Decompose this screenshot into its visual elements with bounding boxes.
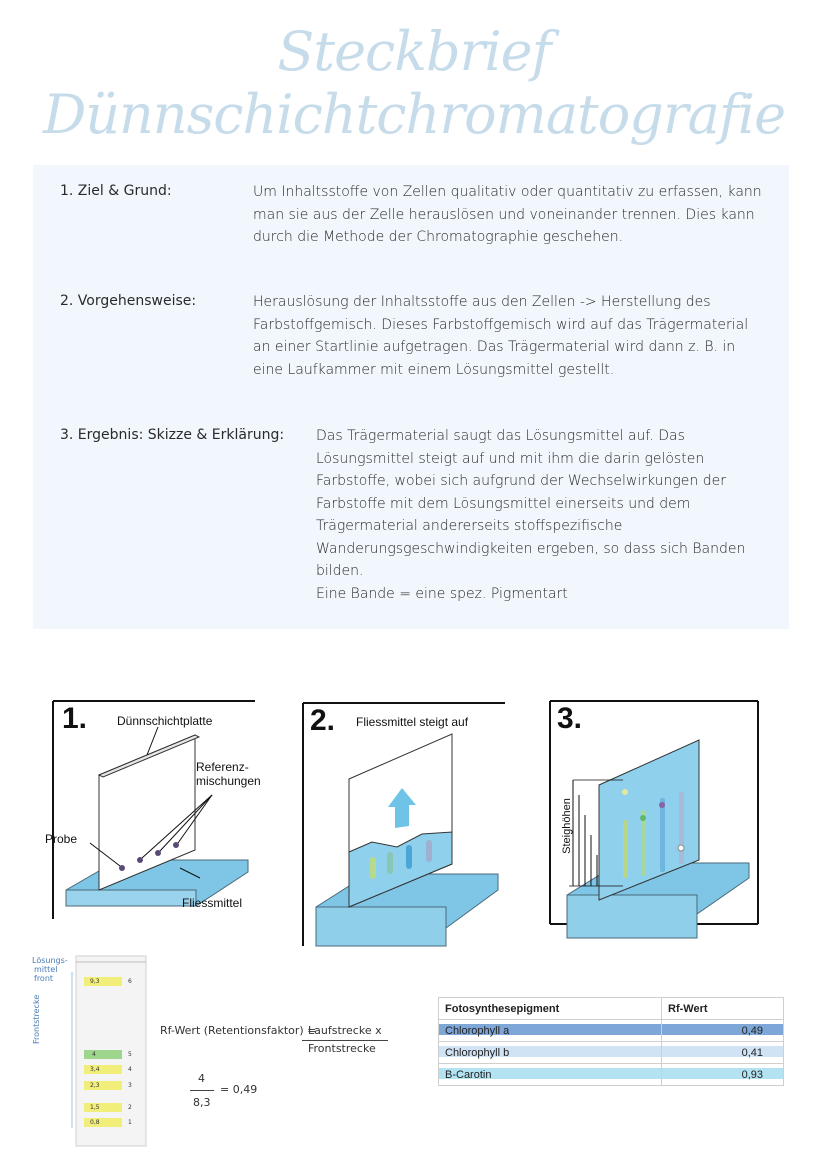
- calc-denominator: 8,3: [193, 1096, 211, 1109]
- figure-1-plate-label: Dünnschichtplatte: [117, 714, 213, 728]
- section-3-line: Das Trägermaterial saugt das Lösungsmittel auf. Das: [316, 428, 685, 444]
- band-value: 1,5: [90, 1104, 100, 1111]
- figure-3-number: 3.: [557, 702, 583, 735]
- section-1-line: durch die Methode der Chromatographie geschehen.: [253, 229, 624, 245]
- figure-2: [302, 702, 506, 947]
- section-1-label: 1. Ziel & Grund:: [60, 183, 172, 199]
- figure-1-probe-label: Probe: [45, 832, 78, 846]
- rf-table-header-pigment: Fotosynthesepigment: [439, 998, 662, 1020]
- section-1-line: man sie aus der Zelle herauslösen und voneinander trennen. Dies kann: [253, 206, 755, 223]
- figure-2-caption: Fliessmittel steigt auf: [356, 715, 469, 729]
- rf-table-value: 0,93: [662, 1064, 784, 1086]
- section-2-line: eine Laufkammer mit einem Lösungsmittel gestellt.: [253, 361, 615, 378]
- calc-fraction-line: [190, 1090, 214, 1091]
- figure-1: [45, 700, 261, 920]
- band-number: 3: [128, 1082, 132, 1089]
- solvent-front-label-1: Lösungs-: [32, 956, 68, 965]
- frontstrecke-label: Frontstrecke: [32, 994, 41, 1044]
- band-value: 0,8: [90, 1119, 100, 1126]
- rf-table-value: 0,41: [662, 1042, 784, 1064]
- rf-table-pigment: Chlorophyll a: [439, 1020, 662, 1042]
- rf-numerator: Laufstrecke x: [308, 1024, 382, 1037]
- band-number: 5: [128, 1051, 132, 1058]
- table-row: [439, 1042, 784, 1064]
- figure-2-number: 2.: [310, 704, 336, 737]
- section-1-text: [253, 181, 773, 249]
- solvent-front-label-2: mittel: [34, 965, 58, 974]
- section-1-line: Um Inhaltsstoffe von Zellen qualitativ oder quantitativ zu erfassen, kann: [253, 184, 762, 200]
- section-3-text: [316, 425, 776, 605]
- band-top-number: 6: [128, 978, 132, 985]
- section-2-line: Farbstoffgemisch. Dieses Farbstoffgemisch wird auf das Trägermaterial: [253, 316, 749, 333]
- figure-1-number: 1.: [62, 702, 88, 735]
- figure-3: [549, 700, 759, 945]
- band-number: 2: [128, 1104, 132, 1111]
- band-value: 3,4: [90, 1066, 100, 1073]
- band-value: 2,3: [90, 1082, 100, 1089]
- figure-3-drawing: [549, 700, 759, 945]
- rf-table-pigment: Chlorophyll b: [439, 1042, 662, 1064]
- figure-1-fliess-label: Fliessmittel: [182, 896, 243, 910]
- section-3-line: Wanderungsgeschwindigkeiten ergeben, so dass sich Banden: [316, 540, 746, 557]
- rf-denominator: Frontstrecke: [308, 1042, 376, 1055]
- figure-1-ref-label-2: mischungen: [196, 774, 261, 788]
- figure-1-ref-label-1: Referenz-: [196, 760, 249, 774]
- table-row: [439, 1020, 784, 1042]
- rf-definition: Rf-Wert (Retentionsfaktor) =: [160, 1024, 317, 1037]
- section-3-line: Farbstoffe, wobei sich aufgrund der Wechselwirkungen der: [316, 473, 726, 489]
- figure-3-steig-label: Steighöhen: [560, 798, 573, 854]
- calc-numerator: 4: [198, 1072, 205, 1085]
- band-top-value: 9,3: [90, 978, 100, 985]
- section-2-label: 2. Vorgehensweise:: [60, 293, 197, 309]
- page-title: Steckbrief Dünnschichtchromatografie: [42, 20, 786, 146]
- rf-table: [438, 997, 784, 1086]
- rf-table-header: [439, 998, 784, 1020]
- rf-table-pigment: B-Carotin: [439, 1064, 662, 1086]
- calc-result: = 0,49: [220, 1083, 258, 1096]
- rf-fraction-line: [302, 1040, 388, 1041]
- section-3-line: Lösungsmittel steigt auf und mit ihm die darin gelösten: [316, 450, 705, 467]
- solvent-front-label-3: front: [34, 974, 54, 983]
- section-2-line: an einer Startlinie aufgetragen. Das Trägermaterial wird dann z. B. in: [253, 339, 736, 355]
- rf-table-value: 0,49: [662, 1020, 784, 1042]
- section-2-line: Herauslösung der Inhaltsstoffe aus den Zellen -> Herstellung des: [253, 294, 711, 310]
- band-number: 1: [128, 1119, 132, 1126]
- band-number: 4: [128, 1066, 132, 1073]
- chromatogram-sketch: [30, 948, 154, 1148]
- section-3-line: Eine Bande = eine spez. Pigmentart: [316, 585, 568, 602]
- rf-table-header-value: Rf-Wert: [662, 998, 784, 1020]
- section-3-line: bilden.: [316, 563, 364, 579]
- section-3-line: Trägermaterial andererseits stoffspezifische: [316, 518, 623, 534]
- table-row: [439, 1064, 784, 1086]
- section-3-line: Farbstoffe mit dem Lösungsmittel einerseits und dem: [316, 495, 691, 512]
- band-value: 4: [92, 1051, 96, 1058]
- section-2-text: [253, 291, 773, 381]
- section-3-label: 3. Ergebnis: Skizze & Erklärung:: [60, 427, 285, 443]
- figure-2-drawing: [302, 702, 506, 947]
